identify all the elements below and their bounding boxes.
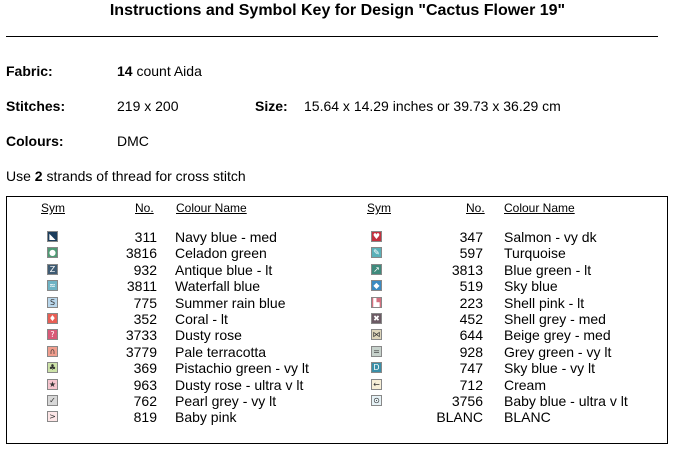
dmc-number: 311 — [134, 229, 157, 245]
dmc-number: 3779 — [125, 343, 157, 360]
colours-value: DMC — [117, 133, 149, 149]
right-no-header: No. — [466, 201, 485, 215]
dmc-number: 519 — [459, 278, 483, 295]
dmc-number: 762 — [133, 393, 157, 409]
pen-symbol-icon: ✎ — [371, 247, 382, 258]
cross-symbol-icon: ✖ — [371, 313, 382, 324]
leaf-symbol-icon: ♦ — [48, 314, 57, 323]
size-label: Size: — [255, 98, 288, 114]
strand-count: 2 — [34, 168, 43, 184]
dot-circle-symbol-icon: ⊙ — [371, 395, 382, 406]
dmc-number: 775 — [133, 294, 157, 311]
colour-name: Sky blue — [504, 278, 558, 295]
dmc-number: 369 — [133, 360, 157, 377]
table-row — [7, 360, 667, 376]
instruction-prefix: Use — [6, 168, 35, 184]
colour-name: Waterfall blue — [175, 278, 261, 295]
star-symbol-icon: ★ — [48, 379, 57, 389]
dmc-number: 347 — [459, 229, 483, 245]
colour-name: Coral - lt — [175, 311, 228, 327]
colour-name: Cream — [504, 376, 547, 393]
dmc-number: 3816 — [125, 245, 157, 262]
fabric-label: Fabric: — [6, 63, 53, 79]
fabric-count: 14 — [117, 63, 133, 79]
dmc-number: BLANC — [436, 409, 483, 426]
page-title: Instructions and Symbol Key for Design "Cactus Flower 19" — [109, 2, 566, 19]
blank-symbol-icon — [371, 411, 382, 422]
thread-instruction — [6, 168, 246, 184]
dmc-number: 819 — [133, 409, 157, 426]
table-row — [7, 229, 667, 245]
dmc-number: 352 — [133, 311, 157, 327]
colour-name: BLANC — [504, 409, 551, 426]
table-row — [7, 377, 667, 393]
dmc-number: 223 — [459, 294, 483, 311]
check-symbol-icon: ✓ — [47, 395, 58, 406]
letter-d-symbol-icon: D — [371, 362, 382, 373]
dmc-number: 747 — [459, 360, 483, 377]
table-row — [7, 311, 667, 327]
right-sym-header: Sym — [367, 201, 391, 215]
symbol-key-table — [6, 196, 668, 444]
fabric-type: count Aida — [132, 63, 202, 79]
colour-name: Grey green - vy lt — [504, 343, 612, 360]
colour-name: Navy blue - med — [175, 229, 277, 245]
table-row — [7, 278, 667, 294]
dmc-number: 3756 — [451, 393, 483, 409]
letter-s-symbol-icon: S — [47, 297, 58, 308]
table-row — [7, 327, 667, 343]
table-row — [7, 245, 667, 261]
table-row — [7, 409, 667, 425]
colours-label: Colours: — [6, 133, 64, 149]
dmc-number: 963 — [133, 376, 157, 393]
diamond-symbol-icon: ◆ — [371, 280, 382, 291]
left-name-header: Colour Name — [176, 201, 247, 215]
colour-name: Baby blue - ultra v lt — [504, 393, 628, 409]
bell-symbol-icon: ♣ — [48, 363, 57, 373]
colour-name: Beige grey - med — [504, 327, 611, 344]
stitches-value: 219 x 200 — [117, 98, 179, 114]
colour-name: Summer rain blue — [175, 294, 286, 311]
colour-name: Sky blue - vy lt — [504, 360, 596, 377]
instruction-suffix: strands of thread for cross stitch — [42, 168, 246, 184]
colour-name: Dusty rose - ultra v lt — [175, 376, 304, 393]
letter-z-symbol-icon: Z — [47, 264, 58, 275]
title-divider — [6, 36, 658, 37]
dmc-number: 597 — [459, 245, 483, 262]
colour-name: Pearl grey - vy lt — [175, 393, 277, 409]
colour-name: Shell pink - lt — [504, 294, 585, 311]
arch-symbol-icon: ∩ — [47, 346, 58, 357]
left-no-header: No. — [135, 201, 154, 215]
right-name-header: Colour Name — [504, 201, 575, 215]
colour-name: Dusty rose — [175, 327, 242, 344]
equals-symbol-icon: = — [371, 346, 382, 357]
colour-name: Blue green - lt — [504, 261, 592, 278]
table-row — [7, 393, 667, 409]
chevron-right-symbol-icon: > — [47, 411, 58, 422]
bowtie-symbol-icon: ⋈ — [372, 330, 381, 340]
table-row — [7, 262, 667, 278]
colour-name: Antique blue - lt — [175, 261, 273, 278]
dmc-number: 3733 — [125, 327, 157, 344]
colour-name: Pale terracotta — [175, 343, 267, 360]
table-row — [7, 344, 667, 360]
heart-symbol-icon: ♥ — [372, 232, 381, 241]
colour-name: Turquoise — [504, 245, 566, 262]
table-row — [7, 295, 667, 311]
dmc-number: 3813 — [451, 261, 483, 278]
arrow-left-symbol-icon: ← — [371, 379, 382, 390]
dmc-number: 3811 — [126, 278, 157, 295]
wave-symbol-icon: ≈ — [47, 280, 58, 291]
dmc-number: 644 — [459, 327, 483, 344]
colour-name: Celadon green — [175, 245, 267, 262]
colour-name: Baby pink — [175, 409, 237, 426]
colour-name: Salmon - vy dk — [504, 229, 597, 245]
size-value: 15.64 x 14.29 inches or 39.73 x 36.29 cm — [304, 98, 561, 114]
navy-square-symbol-icon: ◣ — [47, 231, 58, 242]
dmc-number: 452 — [459, 311, 483, 327]
colour-name: Shell grey - med — [504, 311, 606, 327]
stitches-label: Stitches: — [6, 98, 66, 114]
left-sym-header: Sym — [41, 201, 65, 215]
arrow-symbol-icon: ↗ — [371, 264, 382, 275]
question-symbol-icon: ? — [47, 329, 58, 340]
dmc-number: 928 — [459, 343, 483, 360]
colour-name: Pistachio green - vy lt — [175, 360, 309, 377]
dmc-number: 712 — [459, 376, 483, 393]
corner-symbol-icon: ▙ — [371, 297, 382, 308]
green-circle-symbol-icon: ● — [47, 247, 58, 258]
fabric-value — [117, 63, 202, 79]
dmc-number: 932 — [133, 261, 157, 278]
